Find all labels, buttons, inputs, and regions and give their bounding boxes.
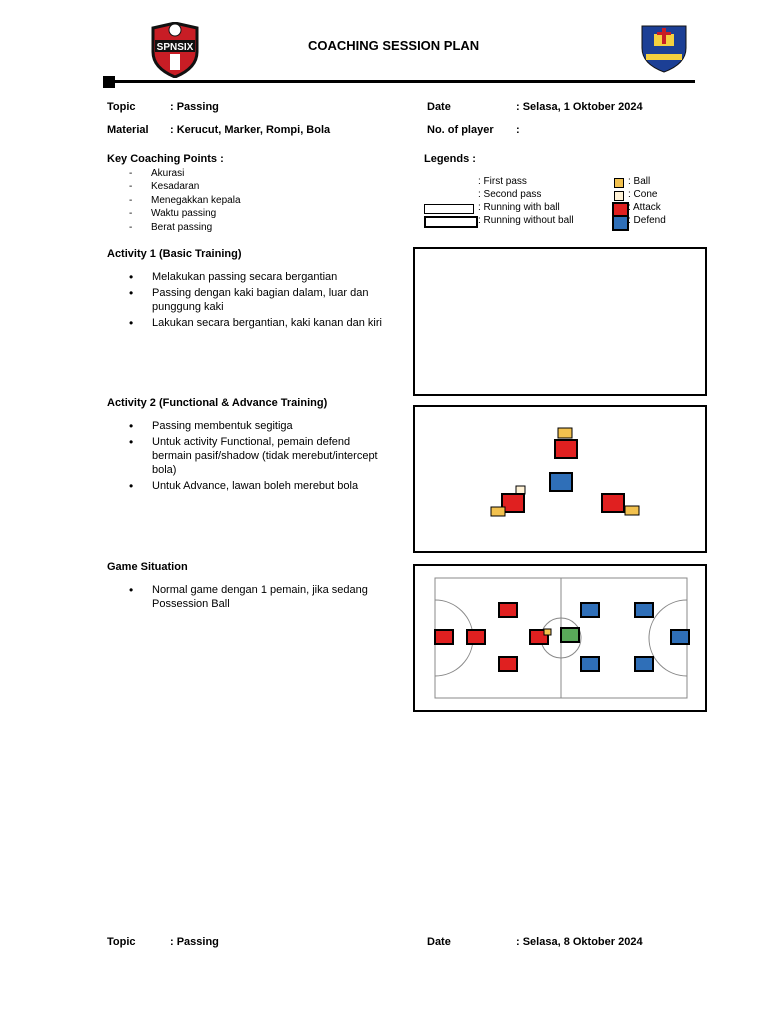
activity2-list <box>107 419 387 495</box>
material-label: Material <box>107 124 149 136</box>
defend-icon <box>612 215 629 231</box>
players-value: : <box>516 124 520 136</box>
legend-ball: : Ball <box>628 176 651 187</box>
key-point: - Berat passing <box>107 221 241 234</box>
cone-icon <box>625 506 639 515</box>
header-divider-marker <box>103 76 115 88</box>
page-title: COACHING SESSION PLAN <box>308 38 480 53</box>
activity1-list <box>107 270 387 332</box>
list-item: • Passing dengan kaki bagian dalam, luar dan punggung kaki <box>107 286 387 314</box>
ball-icon <box>614 178 624 188</box>
right-logo <box>638 24 690 74</box>
svg-text:SPNSIX: SPNSIX <box>156 42 194 53</box>
footer-topic-label: Topic <box>107 936 136 948</box>
attack-player-icon <box>435 630 453 644</box>
list-item: • Lakukan secara bergantian, kaki kanan dan kiri <box>107 316 387 330</box>
list-item: • Untuk Advance, lawan boleh merebut bola <box>107 479 387 493</box>
topic-label: Topic <box>107 101 136 113</box>
list-item: • Passing membentuk segitiga <box>107 419 387 433</box>
key-points-list <box>107 167 241 234</box>
key-point: - Waktu passing <box>107 207 241 220</box>
legend-defend: : Defend <box>628 215 666 226</box>
date-value: : Selasa, 1 Oktober 2024 <box>516 101 643 113</box>
key-point: - Menegakkan kepala <box>107 194 241 207</box>
date-label: Date <box>427 101 451 113</box>
activity2-heading: Activity 2 (Functional & Advance Training) <box>107 397 328 409</box>
activity1-heading: Activity 1 (Basic Training) <box>107 248 242 260</box>
left-logo <box>150 22 200 78</box>
cone-icon <box>491 507 505 516</box>
list-item: • Melakukan passing secara bergantian <box>107 270 387 284</box>
game-list <box>107 583 387 613</box>
ball-icon <box>544 629 551 635</box>
list-item: • Normal game dengan 1 pemain, jika sedang Possession Ball <box>107 583 387 611</box>
topic-value: : Passing <box>170 101 219 113</box>
header-divider <box>103 80 695 83</box>
legends-heading: Legends : <box>424 153 476 165</box>
defend-player-icon <box>635 603 653 617</box>
neutral-player-icon <box>561 628 579 642</box>
list-item: • Untuk activity Functional, pemain defend bermain pasif/shadow (tidak merebut/intercept bola) <box>107 435 387 477</box>
defend-player-icon <box>581 603 599 617</box>
attack-player-icon <box>602 494 624 512</box>
defend-player-icon <box>550 473 572 491</box>
running-without-ball-icon <box>424 216 478 228</box>
legend-running-with-ball: : Running with ball <box>478 202 560 213</box>
key-point: - Kesadaran <box>107 180 241 193</box>
legend-running-without-ball: : Running without ball <box>478 215 574 226</box>
game-diagram <box>413 564 707 712</box>
footer-date-label: Date <box>427 936 451 948</box>
attack-player-icon <box>555 440 577 458</box>
defend-player-icon <box>671 630 689 644</box>
footer-topic-value: : Passing <box>170 936 219 948</box>
legend-cone: : Cone <box>628 189 658 200</box>
ball-icon <box>516 486 525 494</box>
players-label: No. of player <box>427 124 494 136</box>
legend-second-pass: : Second pass <box>478 189 542 200</box>
cone-icon <box>558 428 572 438</box>
defend-player-icon <box>581 657 599 671</box>
attack-player-icon <box>467 630 485 644</box>
game-heading: Game Situation <box>107 561 188 573</box>
attack-player-icon <box>499 657 517 671</box>
defend-player-icon <box>635 657 653 671</box>
legend-attack: : Attack <box>628 202 661 213</box>
running-with-ball-icon <box>424 204 474 214</box>
material-value: : Kerucut, Marker, Rompi, Bola <box>170 124 331 136</box>
cone-icon <box>614 191 624 201</box>
key-point: - Akurasi <box>107 167 241 180</box>
footer-date-value: : Selasa, 8 Oktober 2024 <box>516 936 643 948</box>
key-points-heading: Key Coaching Points : <box>107 153 224 165</box>
activity1-diagram <box>413 247 707 396</box>
legend-first-pass: : First pass <box>478 176 527 187</box>
attack-player-icon <box>499 603 517 617</box>
activity2-diagram <box>413 405 707 553</box>
